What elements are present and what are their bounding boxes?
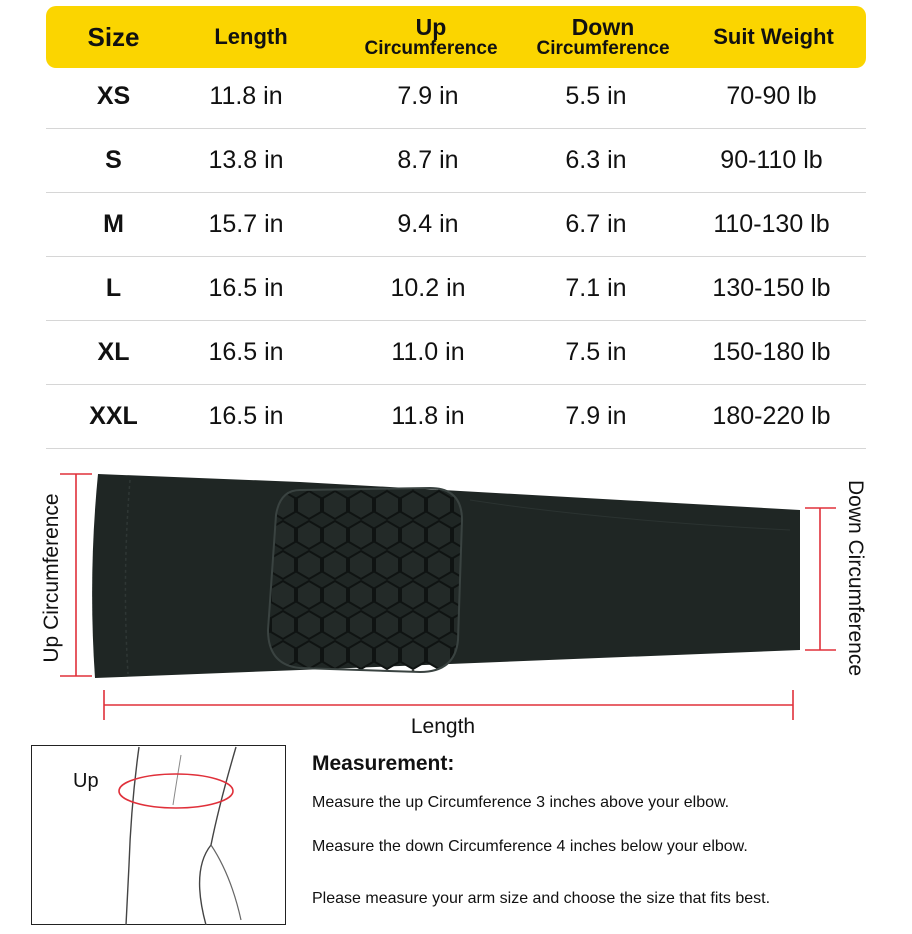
length-cell: 16.5 in — [208, 401, 284, 430]
header-suit-weight: Suit Weight — [713, 24, 834, 49]
length-cell: 11.8 in — [209, 81, 283, 110]
up-cell: 8.7 in — [397, 145, 459, 174]
size-table-header — [46, 6, 866, 68]
sleeve-diagram — [0, 460, 912, 745]
header-size: Size — [87, 22, 140, 52]
up-cell: 10.2 in — [390, 273, 466, 302]
weight-cell: 70-90 lb — [726, 81, 817, 110]
up-cell: 11.8 in — [391, 401, 465, 430]
weight-cell: 150-180 lb — [712, 337, 831, 366]
measurement-title: Measurement: — [312, 752, 455, 775]
length-cell: 15.7 in — [208, 209, 284, 238]
weight-cell: 90-110 lb — [720, 145, 823, 174]
down-cell: 6.7 in — [565, 209, 627, 238]
down-cell: 7.9 in — [565, 401, 627, 430]
down-cell: 7.1 in — [565, 273, 627, 302]
table-row — [46, 384, 866, 449]
down-cell: 5.5 in — [565, 81, 627, 110]
down-circumference-label: Down Circumference — [844, 479, 867, 677]
down-circumference-indicator — [805, 508, 836, 650]
up-circumference-indicator — [60, 474, 92, 676]
size-cell: XS — [96, 81, 131, 110]
measurement-instructions — [312, 752, 892, 934]
down-cell: 7.5 in — [565, 337, 627, 366]
header-length: Length — [214, 24, 288, 49]
weight-cell: 180-220 lb — [712, 401, 831, 430]
size-cell: M — [103, 209, 124, 238]
up-cell: 9.4 in — [397, 209, 459, 238]
up-circumference-label: Up Circumference — [40, 493, 63, 663]
length-cell: 13.8 in — [208, 145, 284, 174]
up-cell: 7.9 in — [397, 81, 459, 110]
weight-cell: 110-130 lb — [713, 209, 830, 238]
header-down-circumference: Down Circumference — [536, 14, 670, 59]
table-row — [46, 64, 866, 129]
table-row — [46, 320, 866, 385]
measurement-line-choose: Please measure your arm size and choose the size that fits best. — [312, 890, 771, 907]
length-label: Length — [410, 715, 476, 738]
down-cell: 6.3 in — [565, 145, 627, 174]
size-cell: L — [105, 273, 122, 302]
size-cell: S — [105, 145, 122, 174]
weight-cell: 130-150 lb — [712, 273, 831, 302]
measurement-line-down: Measure the down Circumference 4 inches below your elbow. — [312, 838, 748, 855]
table-row — [46, 256, 866, 321]
size-cell: XL — [97, 337, 130, 366]
table-row — [46, 128, 866, 193]
elbow-pad — [260, 480, 470, 680]
length-cell: 16.5 in — [208, 337, 284, 366]
arm-up-label: Up — [73, 770, 99, 792]
up-cell: 11.0 in — [391, 337, 465, 366]
arm-illustration — [31, 745, 286, 925]
measurement-line-up: Measure the up Circumference 3 inches above your elbow. — [312, 794, 730, 811]
table-row — [46, 192, 866, 257]
size-cell: XXL — [89, 401, 138, 430]
header-up-circumference: Up Circumference — [364, 14, 498, 59]
length-cell: 16.5 in — [208, 273, 284, 302]
